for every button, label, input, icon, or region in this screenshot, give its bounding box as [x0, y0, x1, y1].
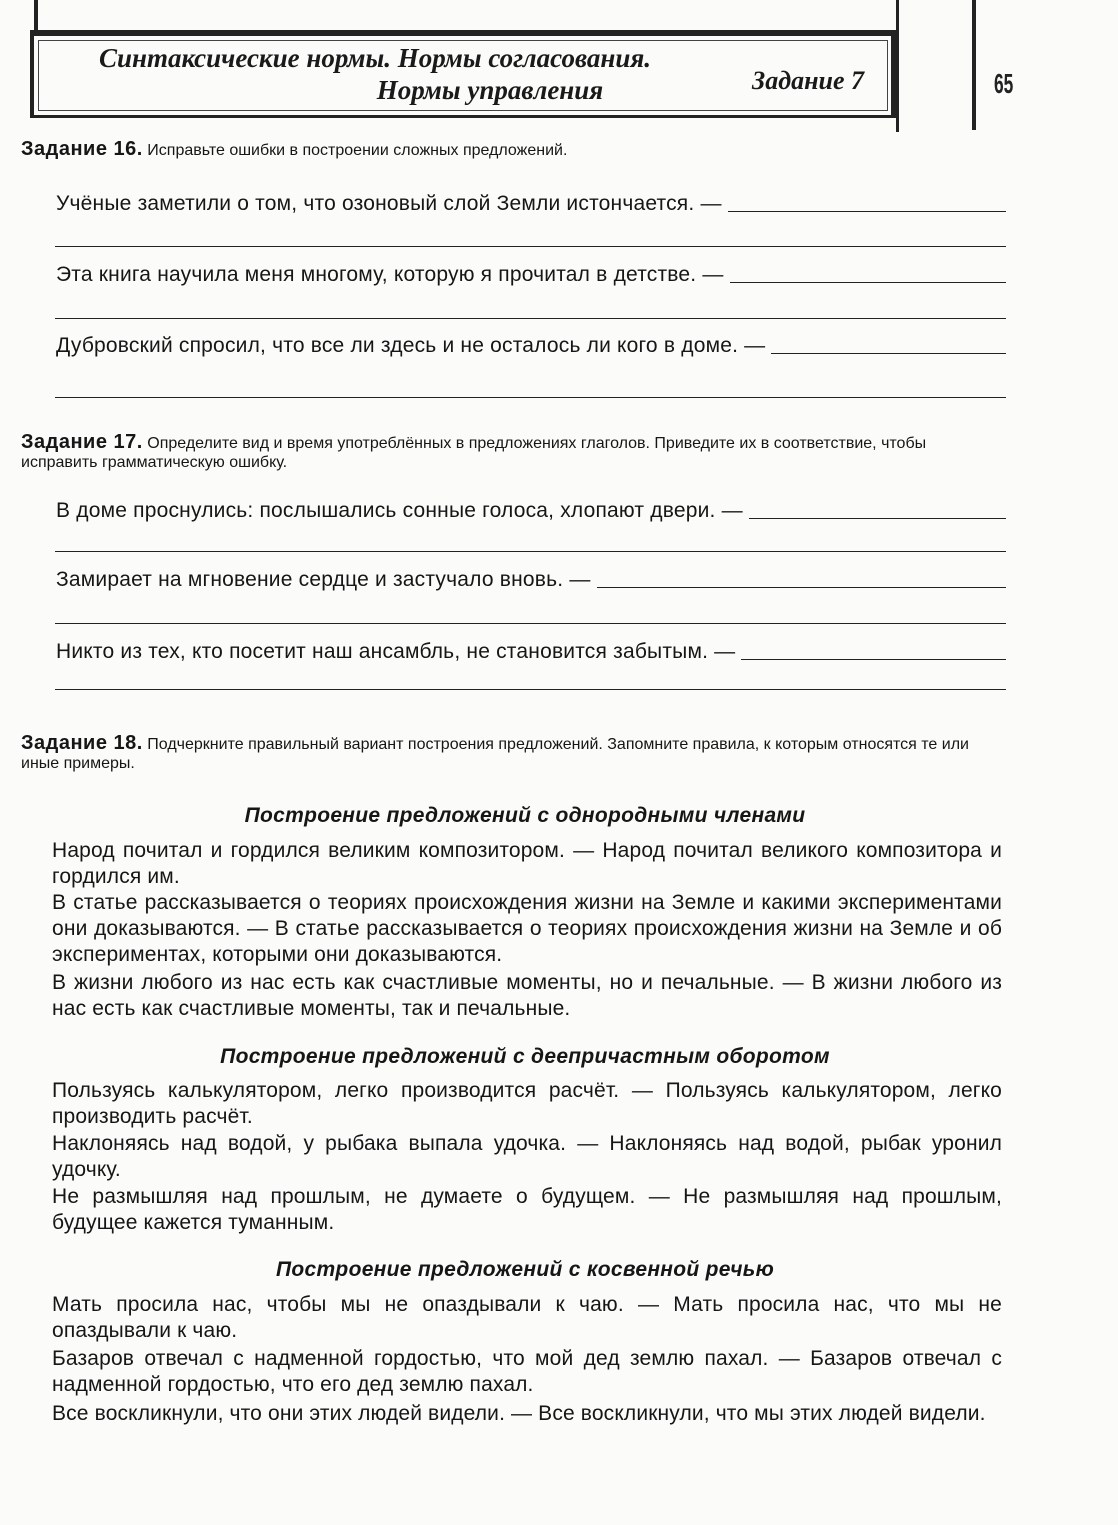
task-17-label: Задание 17.	[21, 431, 143, 453]
sentence-text: Эта книга научила меня многому, которую я прочитал в детстве. —	[56, 263, 724, 286]
sentence-text: В доме проснулись: послышались сонные голоса, хлопают двери. —	[56, 499, 743, 522]
task-17-heading	[21, 433, 1006, 472]
header-task-label: Задание 7	[752, 66, 865, 95]
sentence-text: Учёные заметили о том, что озоновый слой Земли истончается. —	[56, 192, 722, 215]
answer-blank[interactable]	[730, 281, 1006, 283]
answer-line[interactable]	[55, 318, 1006, 319]
task-16-heading	[21, 140, 1006, 160]
answer-line[interactable]	[55, 246, 1006, 247]
example-item[interactable]: Народ почитал и гордился великим композитором. — Народ почитал великого композитора и гордился им.	[52, 839, 1002, 888]
task-17-instruction: Определите вид и время употреблённых в предложениях глаголов. Приведите их в соответствие, чтобы исправить грамматическую ошибку.	[21, 435, 927, 471]
answer-blank[interactable]	[771, 352, 1006, 354]
example-item[interactable]: В жизни любого из нас есть как счастливые моменты, но и печальные. — В жизни любого из нас есть как счастливые моменты, так и печальные.	[52, 971, 1002, 1020]
sentence-text: Никто из тех, кто посетит наш ансамбль, не становится забытым. —	[56, 640, 736, 663]
answer-line[interactable]	[55, 551, 1006, 552]
answer-blank[interactable]	[749, 517, 1006, 519]
answer-blank[interactable]	[728, 210, 1006, 212]
page-title	[50, 42, 700, 106]
example-item[interactable]: Наклоняясь над водой, у рыбака выпала удочка. — Наклоняясь над водой, рыбак уронил удочку.	[52, 1132, 1002, 1181]
header-border-tail	[896, 0, 899, 132]
sentence-text: Замирает на мгновение сердце и застучало вновь. —	[56, 568, 591, 591]
example-item[interactable]: Все воскликнули, что они этих людей видели. — Все воскликнули, что мы этих людей видели.	[52, 1402, 986, 1425]
example-item[interactable]: Базаров отвечал с надменной гордостью, что мой дед землю пахал. — Базаров отвечал с надменной гордостью, что его дед землю пахал.	[52, 1347, 1002, 1396]
example-item[interactable]: Пользуясь калькулятором, легко производится расчёт. — Пользуясь калькулятором, легко производить расчёт.	[52, 1079, 1002, 1128]
example-item[interactable]: Не размышляя над прошлым, не думаете о будущем. — Не размышляя над прошлым, будущее кажется туманным.	[52, 1185, 1002, 1234]
section-title-indirect-speech: Построение предложений с косвенной речью	[275, 1258, 775, 1281]
example-item[interactable]: Мать просила нас, чтобы мы не опаздывали к чаю. — Мать просила нас, что мы не опаздывали к чаю.	[52, 1293, 1002, 1342]
task-18-instruction: Подчеркните правильный вариант построения предложений. Запомните правила, к которым относятся те или иные примеры.	[21, 736, 969, 772]
task-18-heading	[21, 734, 1006, 773]
answer-line[interactable]	[55, 397, 1006, 398]
task-17-sentence-3	[56, 634, 1006, 664]
task-16-label: Задание 16.	[21, 138, 143, 160]
margin-line-right	[972, 0, 976, 130]
task-18-label: Задание 18.	[21, 732, 143, 754]
answer-blank[interactable]	[741, 658, 1006, 660]
section-title-homogeneous: Построение предложений с однородными членами	[244, 804, 806, 827]
title-line-2: Нормы управления	[376, 75, 604, 105]
task-16-sentence-3	[56, 328, 1006, 358]
answer-line[interactable]	[55, 689, 1006, 690]
task-17-sentence-1	[56, 493, 1006, 523]
answer-line[interactable]	[55, 623, 1006, 624]
task-17-sentence-2	[56, 562, 1006, 592]
example-item[interactable]: В статье рассказывается о теориях происхождения жизни на Земле и какими экспериментами они доказываются. — В статье рассказывается о теориях происхождения жизни на Земле и об экспериментах, которыми они доказываются.	[52, 891, 1002, 966]
task-16-instruction: Исправьте ошибки в построении сложных предложений.	[147, 142, 568, 159]
answer-blank[interactable]	[597, 586, 1006, 588]
task-16-sentence-2	[56, 257, 1006, 287]
title-line-1: Синтаксические нормы. Нормы согласования.	[98, 43, 652, 73]
sentence-text: Дубровский спросил, что все ли здесь и не осталось ли кого в доме. —	[56, 334, 766, 357]
section-title-participle: Построение предложений с деепричастным оборотом	[220, 1045, 830, 1068]
page-number: 65	[994, 68, 1014, 99]
task-16-sentence-1	[56, 186, 1006, 216]
